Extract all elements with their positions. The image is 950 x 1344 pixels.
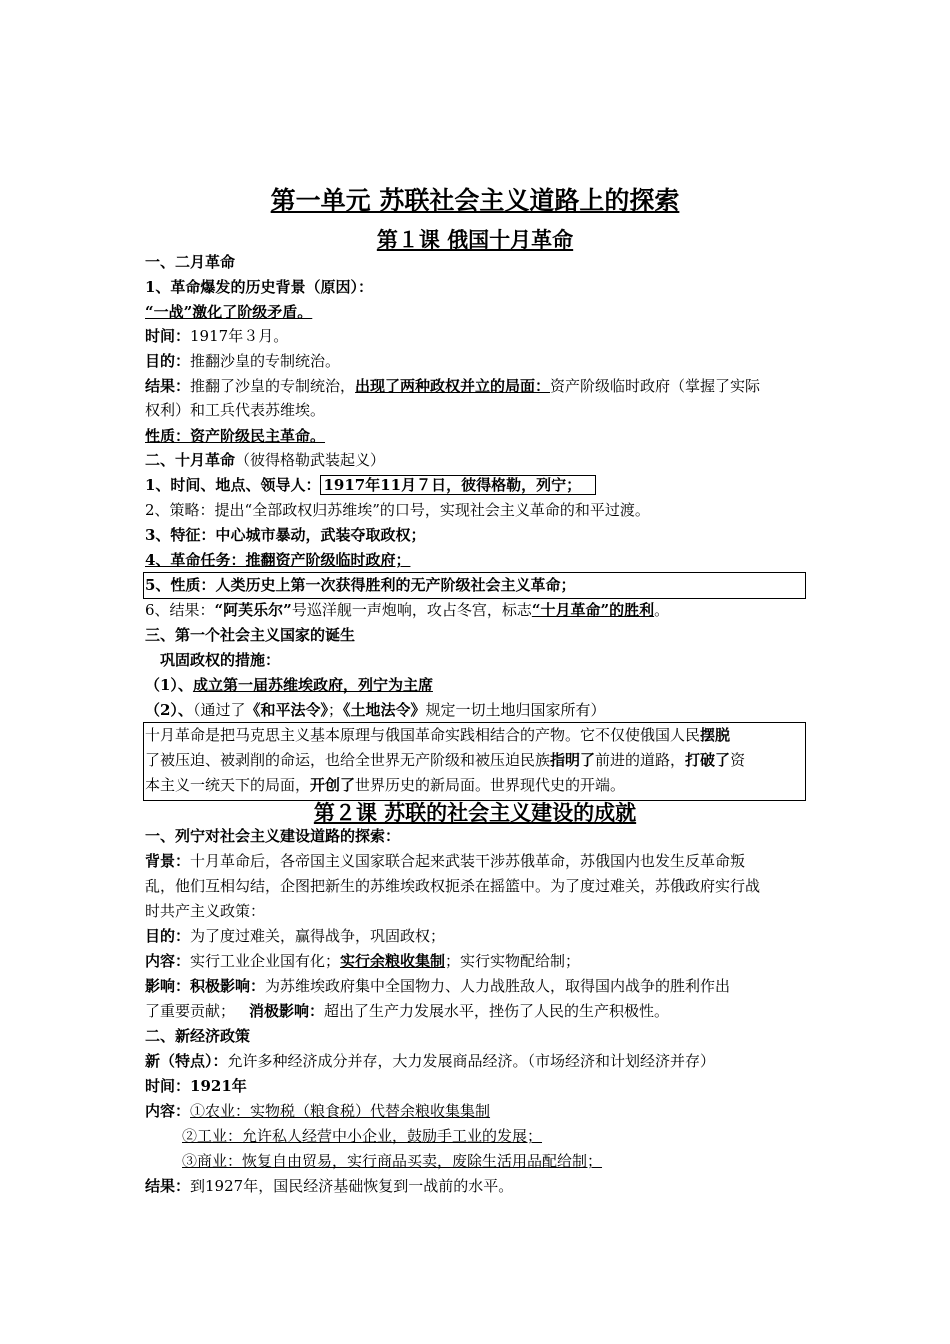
section-heading xyxy=(145,449,385,471)
aim-label: 目的： xyxy=(145,927,191,945)
time-line xyxy=(145,325,288,347)
summary-text: 了被压迫、被剥削的命运，也给全世界无产阶级和被压迫民族 xyxy=(145,751,551,769)
nature-line: 性质：资产阶级民主革命。 xyxy=(145,427,326,445)
summary-line xyxy=(145,724,730,746)
section-heading: 一、列宁对社会主义建设道路的探索： xyxy=(145,827,401,845)
list-item xyxy=(145,499,650,521)
lesson-1-title: 第１课 俄国十月革命 xyxy=(376,228,574,252)
background-text: 十月革命后，各帝国主义国家联合起来武装干涉苏俄革命，苏俄国内也发生反革命叛 xyxy=(190,852,746,870)
result-line-2: 权利）和工兵代表苏维埃。 xyxy=(145,401,326,419)
time-value: 1921年 xyxy=(190,1077,247,1095)
item-num: （1）、 xyxy=(145,676,193,694)
cause-value: “一战”激化了阶级矛盾。 xyxy=(145,303,313,321)
impact-text: 为苏维埃政府集中全国物力、人力战胜敌人，取得国内战争的胜利作出 xyxy=(265,977,731,995)
summary-text: 十月革命是把马克思主义基本原理与俄国革命实践相结合的产物。它不仅使俄国人民 xyxy=(145,726,701,744)
background-label: 背景： xyxy=(145,852,191,870)
result-line xyxy=(145,1175,513,1197)
positive-impact-label: 积极影响： xyxy=(190,977,266,995)
ship-name: “阿芙乐尔” xyxy=(214,601,292,619)
section-heading: 二、新经济政策 xyxy=(145,1027,251,1045)
impact-text: 了重要贡献； xyxy=(145,1002,236,1020)
item-num: （2）、 xyxy=(145,701,193,719)
decree-name: 《土地法令》 xyxy=(342,701,426,719)
impact-label: 影响： xyxy=(145,977,191,995)
negative-impact-label: 消极影响： xyxy=(249,1002,325,1020)
summary-keyword: 开创了 xyxy=(310,776,356,794)
item-text: 规定一切土地归国家所有） xyxy=(425,701,606,719)
item-text: （通过了 xyxy=(192,701,246,719)
list-item: 5、性质：人类历史上第一次获得胜利的无产阶级社会主义革命； xyxy=(145,576,576,594)
result-text: 资产阶级临时政府（掌握了实际 xyxy=(550,377,761,395)
result-highlight: 出现了两种政权并立的局面： xyxy=(355,377,551,395)
content-text: 实行工业企业国有化； xyxy=(190,952,341,970)
list-item xyxy=(145,474,596,496)
list-item: 4、革命任务：推翻资产阶级临时政府； xyxy=(145,551,411,569)
background-line xyxy=(145,850,745,872)
time-label: 时间： xyxy=(145,1077,191,1095)
content-item: ①农业：实物税（粮食税）代替余粮收集集制 xyxy=(190,1102,491,1120)
content-item: ②工业：允许私人经营中小企业，鼓励手工业的发展； xyxy=(182,1127,543,1145)
feature-label: 新（特点）： xyxy=(145,1052,228,1070)
decree-name: 《和平法令》 xyxy=(245,701,328,719)
result-label: 结果： xyxy=(145,1177,191,1195)
content-label: 内容： xyxy=(145,1102,191,1120)
item-text: ； xyxy=(327,701,343,719)
result-line xyxy=(145,375,760,397)
result-label: 结果： xyxy=(145,377,191,395)
item-label: 2、策略： xyxy=(145,501,215,519)
summary-line xyxy=(145,749,745,771)
content-label: 内容： xyxy=(145,952,191,970)
unit-title: 第一单元 苏联社会主义道路上的探索 xyxy=(270,186,680,215)
cause-label: 1、革命爆发的历史背景（原因）： xyxy=(145,278,373,296)
time-label: 时间： xyxy=(145,327,191,345)
impact-line xyxy=(145,1000,669,1022)
summary-line xyxy=(145,774,625,796)
item-label: 6、结果： xyxy=(145,601,215,619)
section-heading: 一、二月革命 xyxy=(145,253,236,271)
aim-line xyxy=(145,925,445,947)
summary-text: 前进的道路， xyxy=(595,751,686,769)
summary-keyword: 摆脱 xyxy=(700,726,731,744)
measures-heading: 巩固政权的措施： xyxy=(160,651,281,669)
time-value: 1917年３月。 xyxy=(190,327,289,345)
aim-line xyxy=(145,350,340,372)
background-line: 乱，他们互相勾结，企图把新生的苏维埃政权扼杀在摇篮中。为了度过难关，苏俄政府实行战 xyxy=(145,877,761,895)
heading-text: 二、十月革命 xyxy=(145,451,236,469)
list-item xyxy=(145,599,669,621)
feature-text: 允许多种经济成分并存，大力发展商品经济。（市场经济和计划经济并存） xyxy=(227,1052,716,1070)
background-line: 时共产主义政策： xyxy=(145,902,266,920)
content-item: ③商业：恢复自由贸易，实行商品买卖，废除生活用品配给制； xyxy=(182,1152,603,1170)
impact-text: 超出了生产力发展水平，挫伤了人民的生产积极性。 xyxy=(324,1002,670,1020)
content-text: ；实行实物配给制； xyxy=(445,952,581,970)
aim-value: 推翻沙皇的专制统治。 xyxy=(190,352,341,370)
item-text: 。 xyxy=(654,601,670,619)
item-text: 号巡洋舰一声炮响，攻占冬宫，标志 xyxy=(291,601,532,619)
aim-value: 为了度过难关，赢得战争，巩固政权； xyxy=(190,927,446,945)
result-text: 推翻了沙皇的专制统治， xyxy=(190,377,356,395)
section-heading: 三、第一个社会主义国家的诞生 xyxy=(145,626,356,644)
summary-text: 资 xyxy=(730,751,746,769)
result-text: 到1927年，国民经济基础恢复到一战前的水平。 xyxy=(190,1177,514,1195)
summary-keyword: 打破了 xyxy=(685,751,731,769)
content-line xyxy=(145,1100,490,1122)
list-item: 3、特征：中心城市暴动，武装夺取政权； xyxy=(145,526,426,544)
aim-label: 目的： xyxy=(145,352,191,370)
summary-text: 本主义一统天下的局面， xyxy=(145,776,311,794)
lesson-2-title: 第２课 苏联的社会主义建设的成就 xyxy=(313,801,637,825)
feature-line xyxy=(145,1050,715,1072)
item-text: 提出“全部政权归苏维埃”的口号，实现社会主义革命的和平过渡。 xyxy=(214,501,650,519)
item-label: 1、时间、地点、领导人： xyxy=(145,476,321,494)
item-text: 成立第一届苏维埃政府，列宁为主席 xyxy=(192,676,433,694)
summary-text: 世界历史的新局面。世界现代史的开端。 xyxy=(355,776,626,794)
boxed-value: 1917年11月７日，彼得格勒，列宁； xyxy=(320,475,596,495)
content-line xyxy=(145,950,580,972)
measure-item xyxy=(145,699,606,721)
impact-line xyxy=(145,975,730,997)
content-highlight: 实行余粮收集制 xyxy=(340,952,446,970)
measure-item xyxy=(145,674,433,696)
heading-note: （彼得格勒武装起义） xyxy=(235,451,386,469)
item-highlight: “十月革命”的胜利 xyxy=(531,601,655,619)
time-line xyxy=(145,1075,247,1097)
summary-keyword: 指明了 xyxy=(550,751,596,769)
